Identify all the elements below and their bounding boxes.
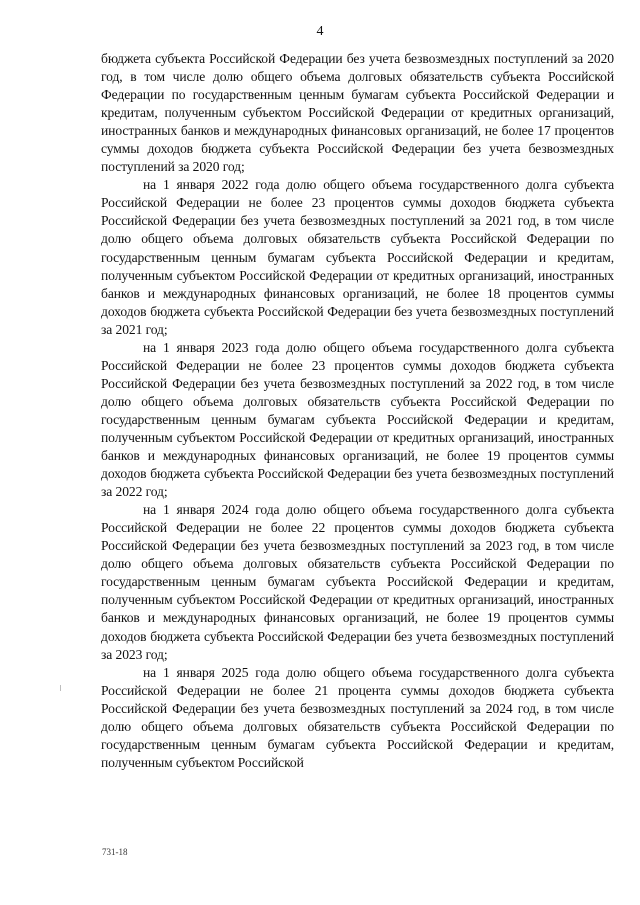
paragraph-2023: на 1 января 2023 года долю общего объема государственного долга субъекта Российской Федерации не более 23 процентов суммы доходов бюджета субъекта Российской Федерации без учета безвозмездных поступлений за 2022 год, в том числе долю общего объема долговых обязательств субъекта Российской Федерации по государственным ценным бумагам субъекта Российской Федерации и кредитам, полученным субъектом Российской Федерации от кредитных организаций, иностранных банков и международных финансовых организаций, не более 19 процентов суммы доходов бюджета субъекта Российской Федерации без учета безвозмездных поступлений за 2022 год; — [101, 339, 614, 500]
paragraph-2024: на 1 января 2024 года долю общего объема государственного долга субъекта Российской Федерации не более 22 процентов суммы доходов бюджета субъекта Российской Федерации без учета безвозмездных поступлений за 2023 год, в том числе долю общего объема долговых обязательств субъекта Российской Федерации по государственным ценным бумагам субъекта Российской Федерации и кредитам, полученным субъектом Российской Федерации от кредитных организаций, иностранных банков и международных финансовых организаций, не более 19 процентов суммы доходов бюджета субъекта Российской Федерации без учета безвозмездных поступлений за 2023 год; — [101, 502, 614, 662]
page-number: 4 — [316, 24, 324, 39]
paragraph-continuation: бюджета субъекта Российской Федерации без учета безвозмездных поступлений за 2020 год, в том числе долю общего объема долговых обязательств субъекта Российской Федерации по государственным ценным бумагам субъекта Российской Федерации и кредитам, полученным субъектом Российской Федерации от кредитных организаций, иностранных банков и международных финансовых организаций, не более 17 процентов суммы доходов бюджета субъекта Российской Федерации без учета безвозмездных поступлений за 2020 год; — [101, 51, 614, 175]
body-text — [101, 50, 614, 772]
paragraph-2025: на 1 января 2025 года долю общего объема государственного долга субъекта Российской Федерации не более 21 процента суммы доходов бюджета субъекта Российской Федерации без учета безвозмездных поступлений за 2024 год, в том числе долю общего объема долговых обязательств субъекта Российской Федерации по государственным ценным бумагам субъекта Российской Федерации и кредитам, полученным субъектом Российской — [101, 664, 614, 770]
document-code: 731-18 — [102, 847, 128, 857]
margin-mark — [60, 685, 61, 691]
paragraph-2022: на 1 января 2022 года долю общего объема государственного долга субъекта Российской Федерации не более 23 процентов суммы доходов бюджета субъекта Российской Федерации без учета безвозмездных поступлений за 2021 год, в том числе долю общего объема долговых обязательств субъекта Российской Федерации по государственным ценным бумагам субъекта Российской Федерации и кредитам, полученным субъектом Российской Федерации от кредитных организаций, иностранных банков и международных финансовых организаций, не более 18 процентов суммы доходов бюджета субъекта Российской Федерации без учета безвозмездных поступлений за 2021 год; — [101, 177, 614, 337]
